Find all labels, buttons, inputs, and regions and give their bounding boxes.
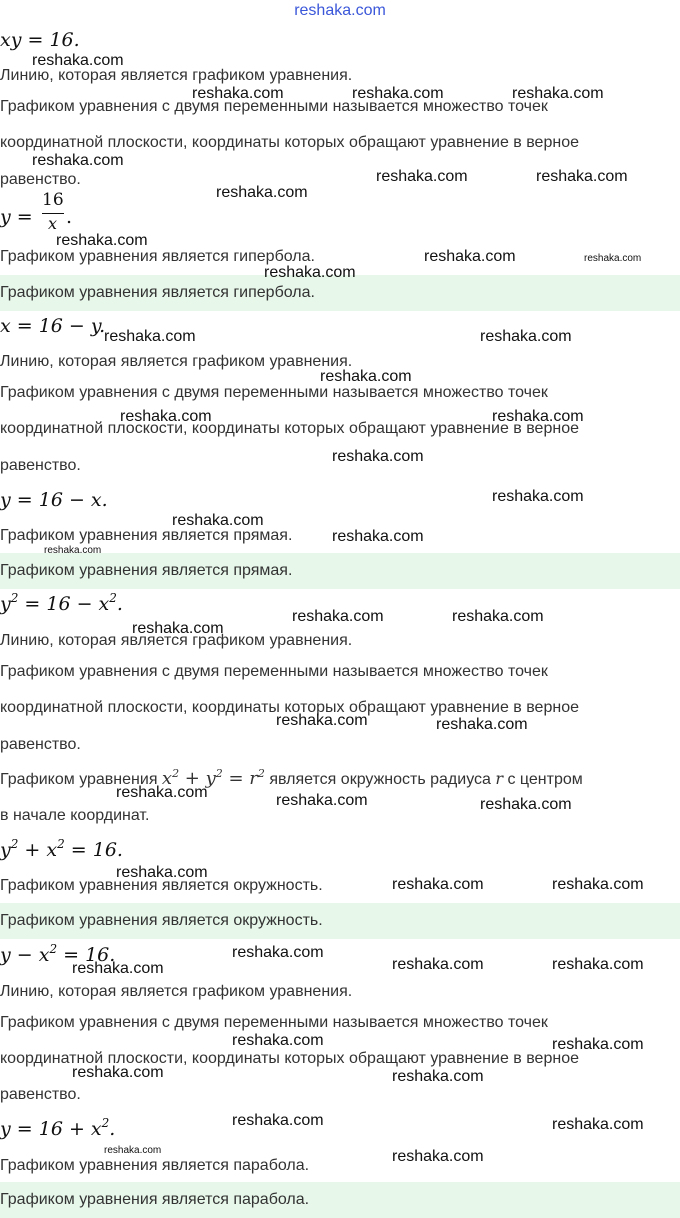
result-equation: y = 16 − x. (0, 489, 108, 511)
text-line: координатной плоскости, координаты которых обращают уравнение в верное (0, 699, 579, 716)
watermark: reshaka.com (232, 1032, 324, 1049)
equation-3 (0, 592, 123, 616)
watermark: reshaka.com (276, 712, 368, 729)
superscript: 2 (101, 1116, 110, 1130)
watermark: reshaka.com (492, 488, 584, 505)
superscript: 2 (172, 767, 180, 780)
text-line: Графиком уравнения с двумя переменными называется множество точек (0, 384, 548, 401)
result-equation (0, 838, 123, 862)
watermark: reshaka.com (320, 368, 412, 385)
watermark: reshaka.com (552, 956, 644, 973)
watermark: reshaka.com (552, 1036, 644, 1053)
watermark: reshaka.com (232, 944, 324, 961)
inline-math: r (495, 769, 504, 788)
superscript: 2 (10, 837, 19, 851)
watermark: reshaka.com (132, 620, 224, 637)
conclusion: Графиком уравнения является прямая. (0, 527, 293, 544)
text-line: координатной плоскости, координаты которых обращают уравнение в верное (0, 420, 579, 437)
math-part: + x (18, 839, 58, 861)
answer-box: Графиком уравнения является гипербола. (0, 275, 680, 311)
math-part: . (109, 1118, 116, 1140)
math-part: = 16 − x (18, 593, 110, 615)
text-line: Графиком уравнения с двумя переменными называется множество точек (0, 1014, 548, 1031)
fraction-period: . (66, 206, 73, 228)
watermark: reshaka.com (392, 956, 484, 973)
math-part: y − x (0, 944, 50, 966)
watermark: reshaka.com (480, 796, 572, 813)
answer-box: Графиком уравнения является парабола. (0, 1182, 680, 1218)
text-line: координатной плоскости, координаты которых обращают уравнение в верное (0, 134, 579, 151)
conclusion: Графиком уравнения является парабола. (0, 1157, 310, 1174)
watermark: reshaka.com (104, 328, 196, 345)
watermark: reshaka.com (492, 408, 584, 425)
math-part: y (0, 593, 11, 615)
watermark: reshaka.com (116, 784, 208, 801)
fraction-denominator: x (48, 214, 58, 233)
watermark: reshaka.com (276, 792, 368, 809)
watermark: reshaka.com (552, 1116, 644, 1133)
watermark: reshaka.com (392, 1148, 484, 1165)
watermark: reshaka.com (44, 545, 102, 556)
circle-definition (0, 769, 583, 790)
watermark: reshaka.com (192, 85, 284, 102)
superscript: 2 (257, 767, 265, 780)
math-part: + y (179, 768, 216, 789)
watermark: reshaka.com (584, 253, 642, 264)
text-line: координатной плоскости, координаты которых обращают уравнение в верное (0, 1050, 579, 1067)
superscript: 2 (57, 837, 65, 851)
superscript: 2 (10, 591, 19, 605)
watermark: reshaka.com (424, 248, 516, 265)
text-line: равенство. (0, 736, 81, 753)
watermark: reshaka.com (392, 1068, 484, 1085)
math-part: y = 16 + x (0, 1118, 102, 1140)
watermark: reshaka.com (72, 960, 164, 977)
watermark: reshaka.com (116, 864, 208, 881)
text-part: является окружность радиуса (264, 771, 496, 788)
watermark: reshaka.com (72, 1064, 164, 1081)
watermark: reshaka.com (536, 168, 628, 185)
result-equation (0, 1117, 115, 1141)
equation-2: x = 16 − y. (0, 315, 106, 337)
watermark: reshaka.com (480, 328, 572, 345)
watermark: reshaka.com (512, 85, 604, 102)
superscript: 2 (215, 767, 223, 780)
watermark: reshaka.com (392, 876, 484, 893)
watermark: reshaka.com (332, 528, 424, 545)
math-part: = 16. (64, 839, 123, 861)
math-part: . (116, 593, 123, 615)
conclusion: Графиком уравнения является окружность. (0, 877, 323, 894)
watermark: reshaka.com (436, 716, 528, 733)
equation-1: xy = 16. (0, 29, 80, 51)
watermark: reshaka.com (120, 408, 212, 425)
watermark: reshaka.com (56, 232, 148, 249)
text-line: Линию, которая является графиком уравнения. (0, 353, 353, 370)
text-part: Графиком уравнения (0, 771, 162, 788)
math-part: = r (222, 768, 258, 789)
watermark: reshaka.com (264, 264, 356, 281)
superscript: 2 (49, 942, 58, 956)
text-line: равенство. (0, 171, 81, 188)
fraction-numerator: 16 (42, 190, 64, 210)
answer-box: Графиком уравнения является окружность. (0, 903, 680, 939)
text-line: в начале координат. (0, 807, 150, 824)
text-line: Линию, которая является графиком уравнения. (0, 983, 353, 1000)
watermark: reshaka.com (232, 1112, 324, 1129)
watermark: reshaka.com (332, 448, 424, 465)
answer-box: Графиком уравнения является прямая. (0, 553, 680, 589)
text-line: Графиком уравнения с двумя переменными называется множество точек (0, 663, 548, 680)
site-link[interactable]: reshaka.com (294, 2, 386, 19)
math-part: y (0, 839, 11, 861)
watermark: reshaka.com (172, 512, 264, 529)
text-line: Графиком уравнения с двумя переменными называется множество точек (0, 98, 548, 115)
watermark: reshaka.com (32, 52, 124, 69)
math-part: x (161, 768, 173, 789)
text-line: Линию, которая является графиком уравнения. (0, 67, 353, 84)
conclusion: Графиком уравнения является гипербола. (0, 248, 315, 265)
watermark: reshaka.com (552, 876, 644, 893)
watermark: reshaka.com (376, 168, 468, 185)
watermark: reshaka.com (216, 184, 308, 201)
math-part: = 16. (57, 944, 116, 966)
watermark: reshaka.com (452, 608, 544, 625)
watermark: reshaka.com (104, 1145, 162, 1156)
text-part: с центром (503, 771, 583, 788)
watermark: reshaka.com (292, 608, 384, 625)
text-line: равенство. (0, 457, 81, 474)
fraction-lhs: y = (0, 206, 33, 228)
watermark: reshaka.com (32, 152, 124, 169)
text-line: Линию, которая является графиком уравнения. (0, 632, 353, 649)
superscript: 2 (109, 591, 117, 605)
text-line: равенство. (0, 1086, 81, 1103)
watermark: reshaka.com (352, 85, 444, 102)
